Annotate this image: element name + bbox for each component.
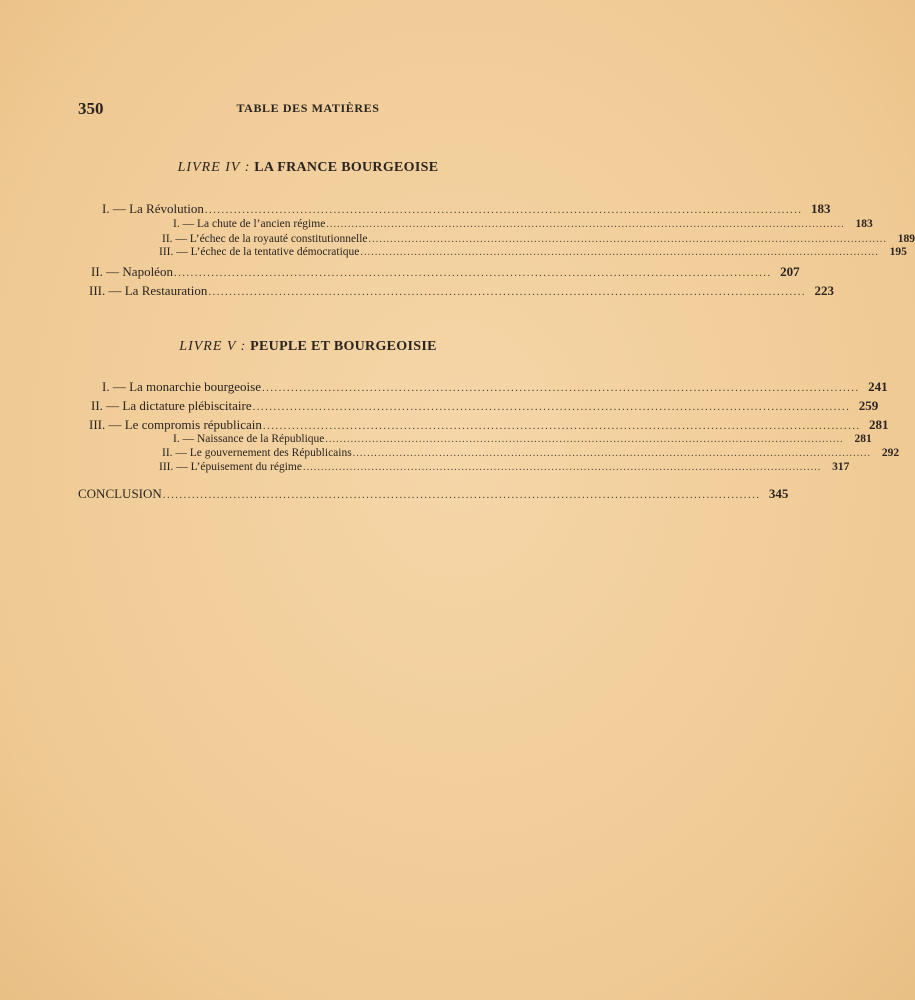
livre-iv-number: LIVRE IV :	[177, 160, 251, 175]
dot-leader: ................................................................................................................................................	[326, 219, 845, 230]
toc-subentry-label: I. — Naissance de la République	[173, 433, 325, 445]
dot-leader: ................................................................................................................................................	[262, 420, 861, 432]
toc-entry-page: 223	[814, 283, 835, 298]
toc-subentry-label: II. — Le gouvernement des Républicains	[162, 447, 352, 459]
dot-leader: ................................................................................................................................................	[302, 462, 822, 473]
conclusion-label: CONCLUSION	[78, 486, 162, 501]
dot-leader: ................................................................................................................................................	[208, 286, 807, 298]
toc-entry[interactable]	[78, 417, 889, 433]
toc-entry-page: 183	[810, 201, 831, 216]
toc-entry[interactable]	[78, 264, 800, 280]
dot-leader: ................................................................................................................................................	[252, 401, 851, 413]
dot-leader: ................................................................................................................................................	[352, 448, 872, 459]
toc-subentry-page: 195	[889, 246, 907, 258]
dot-leader: ................................................................................................................................................	[360, 247, 879, 258]
dot-leader: ................................................................................................................................................	[368, 234, 887, 245]
toc-entry-label: I. — La monarchie bourgeoise	[102, 379, 261, 394]
dot-leader: ................................................................................................................................................	[162, 489, 761, 501]
toc-entry[interactable]	[78, 398, 879, 414]
dot-leader: ................................................................................................................................................	[261, 382, 860, 394]
livre-iv-heading	[78, 160, 538, 176]
livre-v-title: PEUPLE ET BOURGEOISIE	[250, 339, 437, 354]
livre-iv-title: LA FRANCE BOURGEOISE	[254, 160, 439, 175]
livre-v-number: LIVRE V :	[179, 339, 247, 354]
conclusion-page: 345	[768, 486, 789, 501]
toc-subentry-page: 317	[832, 461, 850, 473]
toc-entry[interactable]	[78, 201, 831, 217]
toc-subentry[interactable]	[78, 461, 850, 477]
toc-subentry[interactable]	[78, 246, 907, 262]
toc-entry-label: III. — La Restauration	[89, 283, 208, 298]
livre-v-heading	[78, 339, 538, 355]
toc-entry[interactable]	[78, 283, 835, 299]
toc-subentry-label: III. — L’épuisement du régime	[159, 461, 302, 473]
toc-entry-label: II. — Napoléon	[91, 264, 173, 279]
dot-leader: ................................................................................................................................................	[173, 267, 772, 279]
toc-entry-page: 207	[780, 264, 800, 279]
dot-leader: ................................................................................................................................................	[325, 434, 844, 445]
toc-subentry-label: I. — La chute de l’ancien régime	[173, 218, 326, 230]
toc-subentry-page: 189	[897, 233, 915, 245]
toc-subentry-page: 183	[855, 218, 873, 230]
toc-entry-label: II. — La dictature plébiscitaire	[91, 398, 252, 413]
toc-entry[interactable]	[78, 379, 888, 395]
toc-subentry[interactable]	[78, 218, 873, 234]
toc-entry-page: 241	[868, 379, 888, 394]
toc-entry-page: 259	[858, 398, 879, 413]
toc-subentry-page: 292	[881, 447, 900, 459]
running-title: TABLE DES MATIÈRES	[236, 101, 380, 115]
toc-entry-label: III. — Le compromis républicain	[89, 417, 262, 432]
page-number: 350	[78, 99, 104, 118]
toc-subentry-page: 281	[854, 433, 872, 445]
toc-entry-label: I. — La Révolution	[102, 201, 204, 216]
page-header	[78, 99, 538, 119]
dot-leader: ................................................................................................................................................	[204, 204, 803, 216]
toc-subentry-label: III. — L’échec de la tentative démocratique	[159, 246, 360, 258]
toc-conclusion[interactable]	[78, 486, 789, 502]
toc-entry-page: 281	[869, 417, 889, 432]
toc-subentry-label: II. — L’échec de la royauté constitutionnelle	[162, 233, 368, 245]
